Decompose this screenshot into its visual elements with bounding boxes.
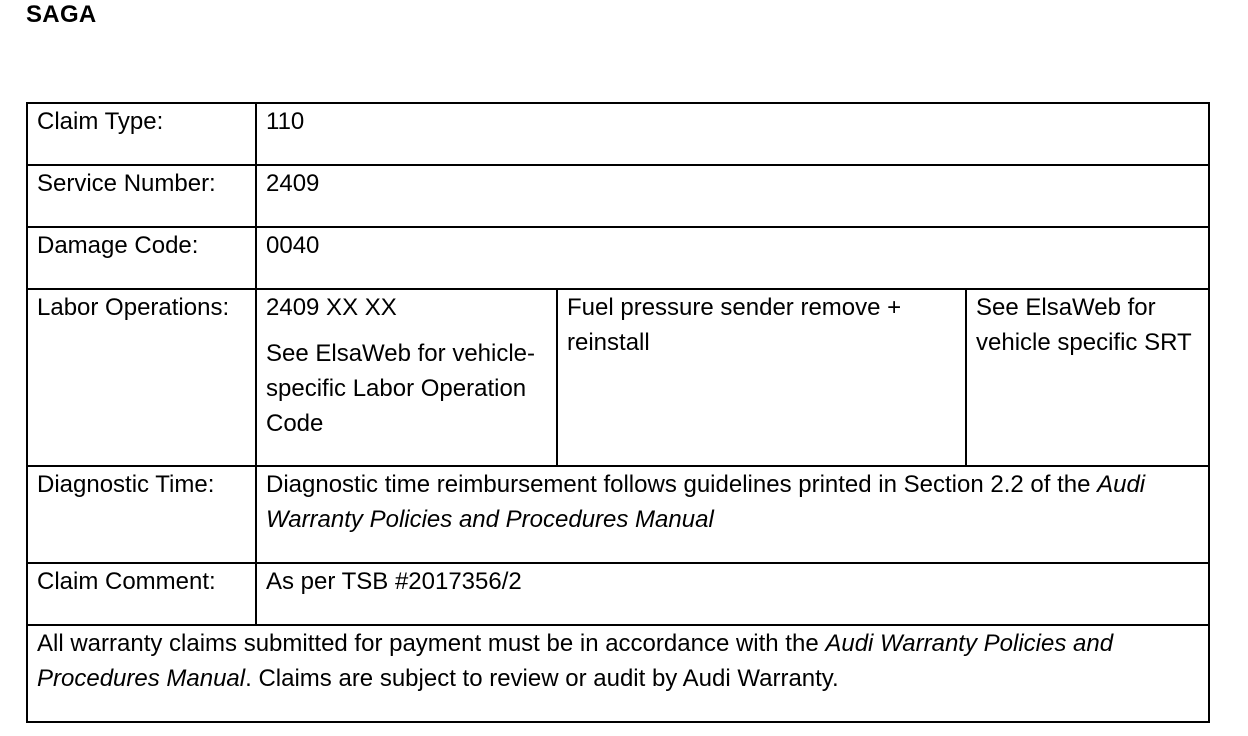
warranty-notice-row: [27, 625, 1209, 722]
warranty-notice: [27, 625, 1209, 722]
labor-operation-code: 2409 XX XX: [266, 294, 397, 321]
diagnostic-time-value: [256, 466, 1209, 563]
claim-type-row: [27, 103, 1209, 165]
diagnostic-time-text: Diagnostic time reimbursement follows guidelines printed in Section 2.2 of the: [266, 471, 1098, 498]
diagnostic-time-row: [27, 466, 1209, 563]
damage-code-value: 0040: [256, 227, 1209, 289]
claim-comment-row: [27, 563, 1209, 625]
claim-type-label: Claim Type:: [27, 103, 256, 165]
labor-operations-code-cell: [256, 289, 557, 466]
labor-operations-row: [27, 289, 1209, 466]
labor-operations-label: Labor Operations:: [27, 289, 256, 466]
diagnostic-time-manual-title: Audi Warranty Policies and Procedures Manual: [266, 471, 1146, 533]
diagnostic-time-label: Diagnostic Time:: [27, 466, 256, 563]
damage-code-row: [27, 227, 1209, 289]
claim-comment-label: Claim Comment:: [27, 563, 256, 625]
labor-operation-code-note: See ElsaWeb for vehicle-specific Labor Operation Code: [266, 340, 536, 437]
service-number-row: [27, 165, 1209, 227]
warranty-notice-text-after: . Claims are subject to review or audit by Audi Warranty.: [245, 665, 839, 692]
claim-info-table: [26, 102, 1210, 723]
document-header: SAGA: [26, 1, 97, 28]
labor-operation-srt-note: See ElsaWeb for vehicle specific SRT: [966, 289, 1209, 466]
claim-comment-value: As per TSB #2017356/2: [256, 563, 1209, 625]
warranty-notice-text-before: All warranty claims submitted for payment must be in accordance with the: [37, 630, 826, 657]
claim-type-value: 110: [256, 103, 1209, 165]
damage-code-label: Damage Code:: [27, 227, 256, 289]
service-number-value: 2409: [256, 165, 1209, 227]
service-number-label: Service Number:: [27, 165, 256, 227]
labor-operation-description: Fuel pressure sender remove + reinstall: [557, 289, 966, 466]
warranty-notice-manual-title: Audi Warranty Policies and Procedures Manual: [37, 630, 1114, 692]
